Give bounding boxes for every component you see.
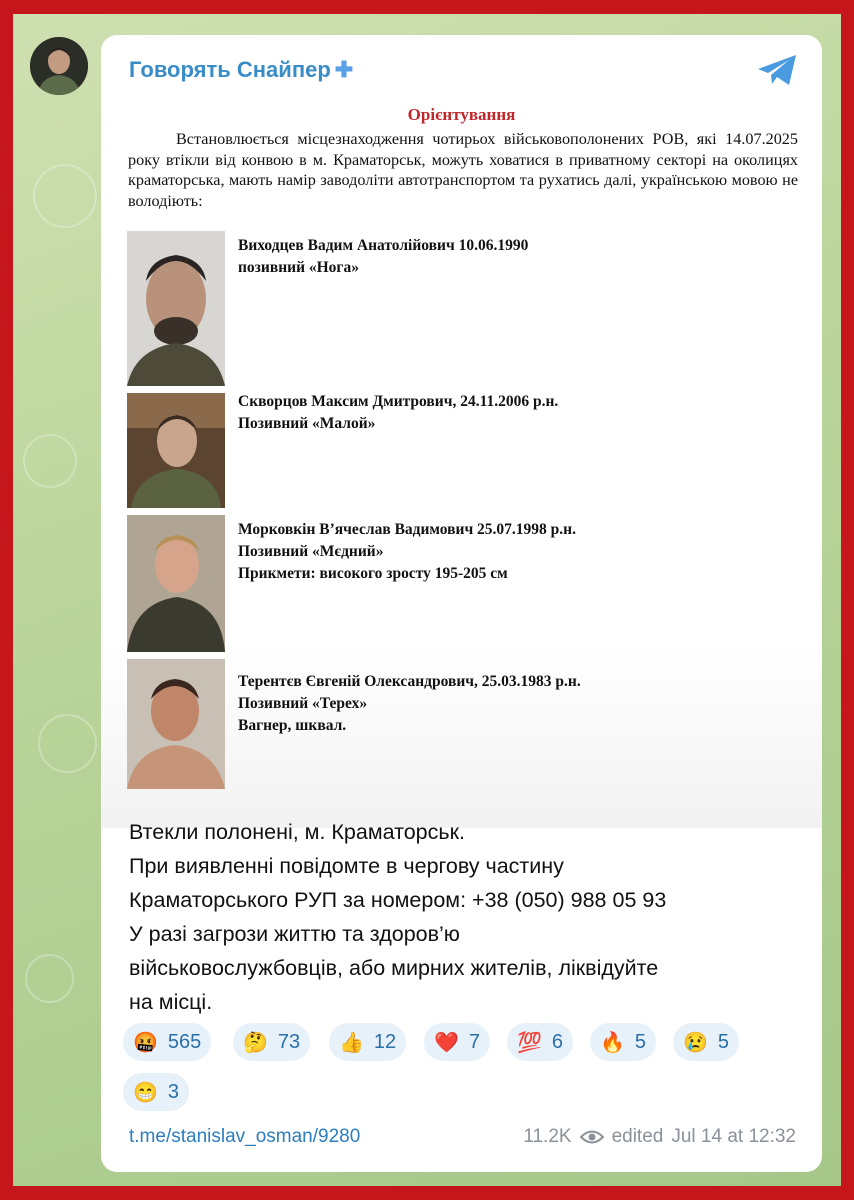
person-name: Терентєв Євгеній Олександрович, 25.03.1983 р.н. xyxy=(238,673,581,690)
hundred-points-icon: 💯 xyxy=(517,1031,542,1054)
reaction-thinking[interactable] xyxy=(233,1023,310,1061)
edited-label: edited xyxy=(611,1126,664,1147)
person-info-2 xyxy=(238,391,558,435)
person-name: Скворцов Максим Дмитрович, 24.11.2006 р.н. xyxy=(238,393,559,410)
person-callsign: позивний «Нога» xyxy=(238,259,359,276)
document-title: Орієнтування xyxy=(407,105,516,124)
reaction-hundred[interactable] xyxy=(507,1023,573,1061)
grinning-face-icon: 😁 xyxy=(133,1081,158,1104)
person-affiliation: Вагнер, шквал. xyxy=(238,717,347,734)
reaction-count: 7 xyxy=(468,1030,481,1053)
person-features: Прикмети: високого зросту 195-205 см xyxy=(238,565,508,582)
reaction-count: 565 xyxy=(167,1030,202,1053)
person-photo-4 xyxy=(127,659,225,789)
person-callsign: Позивний «Мєдний» xyxy=(238,543,384,560)
reaction-heart[interactable] xyxy=(424,1023,490,1061)
message-text xyxy=(129,815,799,1019)
reaction-count: 73 xyxy=(277,1030,301,1053)
person-photo-3 xyxy=(127,515,225,652)
view-count: 11.2K xyxy=(523,1126,572,1147)
person-info-1 xyxy=(238,235,528,279)
angry-face-icon: 🤬 xyxy=(133,1031,158,1054)
channel-avatar[interactable] xyxy=(30,37,88,95)
reaction-count: 12 xyxy=(373,1030,397,1053)
plus-icon: ✚ xyxy=(334,57,354,82)
reaction-count: 5 xyxy=(717,1030,730,1053)
telegram-share-icon[interactable] xyxy=(756,53,798,87)
attached-document-image[interactable] xyxy=(101,101,822,828)
message-line: Краматорського РУП за номером: +38 (050) 988 05 93 xyxy=(129,888,667,912)
document-intro: Встановлюється місцезнаходження чотирьох військовополонених РОВ, які 14.07.2025 року втікли від конвою в м. Краматорськ, можуть ховатися в приватному секторі на околицях краматорська, мають намір заводоліти автотранспортом та рухатись далі, українською мовою не володіють: xyxy=(128,130,798,210)
thinking-face-icon: 🤔 xyxy=(243,1031,268,1054)
post-meta xyxy=(523,1126,796,1148)
heart-icon: ❤️ xyxy=(434,1031,459,1054)
person-info-4 xyxy=(238,671,581,737)
post-time: Jul 14 at 12:32 xyxy=(671,1126,796,1147)
reaction-count: 3 xyxy=(167,1080,180,1103)
person-photo-1 xyxy=(127,231,225,386)
reaction-thumbs-up[interactable] xyxy=(329,1023,406,1061)
crying-face-icon: 😢 xyxy=(683,1031,708,1054)
reaction-crying[interactable] xyxy=(673,1023,739,1061)
message-line: У разі загрози життю та здоров’ю xyxy=(129,922,460,946)
post-link[interactable]: t.me/stanislav_osman/9280 xyxy=(129,1126,361,1147)
fire-icon: 🔥 xyxy=(600,1031,625,1054)
person-name: Морковкін В’ячеслав Вадимович 25.07.1998 р.н. xyxy=(238,521,576,538)
channel-title[interactable]: Говорять Снайпер xyxy=(129,57,331,82)
message-line: військовослужбовців, або мирних жителів, ліквідуйте xyxy=(129,956,659,980)
reaction-grinning[interactable] xyxy=(123,1073,189,1111)
person-photo-2 xyxy=(127,393,225,508)
message-line: Втекли полонені, м. Краматорськ. xyxy=(129,820,465,844)
message-bubble xyxy=(101,35,822,1172)
message-line: При виявленні повідомте в чергову частину xyxy=(129,854,564,878)
reaction-count: 5 xyxy=(634,1030,647,1053)
message-line: на місці. xyxy=(129,990,213,1014)
person-callsign: Позивний «Терех» xyxy=(238,695,368,712)
reaction-fire[interactable] xyxy=(590,1023,656,1061)
thumbs-up-icon: 👍 xyxy=(339,1031,364,1054)
person-name: Виходцев Вадим Анатолійович 10.06.1990 xyxy=(238,237,529,254)
person-callsign: Позивний «Малой» xyxy=(238,415,376,432)
person-info-3 xyxy=(238,519,576,585)
reaction-angry[interactable] xyxy=(123,1023,211,1061)
eye-icon xyxy=(580,1129,604,1145)
channel-name[interactable] xyxy=(129,57,353,83)
reaction-count: 6 xyxy=(551,1030,564,1053)
